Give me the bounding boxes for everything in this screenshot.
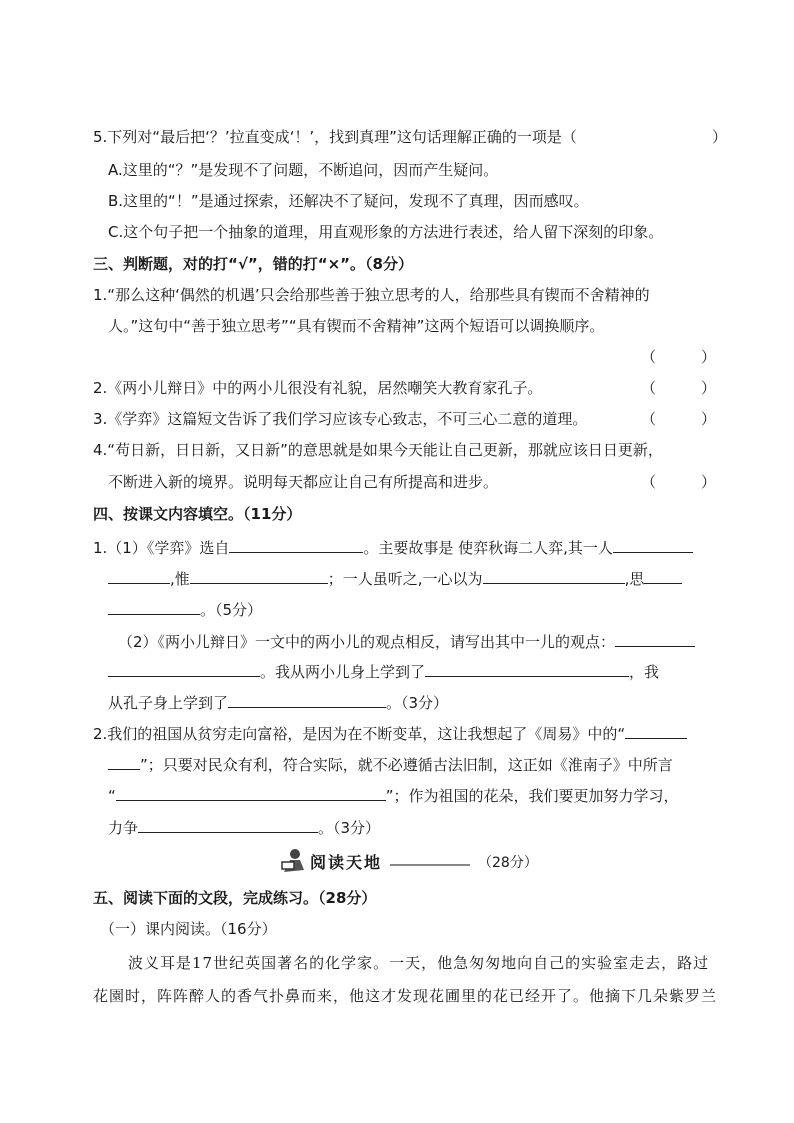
q5-option-a: A.这里的“？”是发现不了问题，不断追问，因而产生疑问。 <box>108 161 499 179</box>
fill-blank[interactable] <box>108 753 140 770</box>
sec4-q1-line4 <box>118 630 695 652</box>
sec4-q1-line3 <box>108 598 262 620</box>
sec4-q2-line4 <box>108 816 380 838</box>
sec4-q2-line3 <box>108 784 679 806</box>
q5-paren-close: ） <box>712 128 728 146</box>
sec3-q3-answer-paren[interactable]: （ ） <box>641 410 717 428</box>
sec3-q1-answer-paren[interactable]: （ ） <box>641 348 717 366</box>
sec4-q2-line2 <box>108 753 673 775</box>
fill-blank[interactable] <box>116 784 386 801</box>
sec3-q2-answer-paren[interactable]: （ ） <box>641 379 717 397</box>
sec4-q1-confucius: 从孔子身上学到了 <box>108 694 229 712</box>
sec4-q1-story: 。主要故事是 使弈秋诲二人弈,其一人 <box>363 539 613 557</box>
q5-option-c: C.这个句子把一个抽象的道理，用直观形象的方法进行表述，给人留下深刻的印象。 <box>108 223 664 241</box>
sec4-q1-line5 <box>108 660 659 682</box>
sec4-q1-wo: ，我 <box>629 663 660 681</box>
sec3-q4-line2: 不断进入新的境界。说明每天都应让自己有所提高和进步。 <box>108 473 499 491</box>
fill-blank[interactable] <box>108 660 260 677</box>
q5-stem: 5.下列对“最后把‘？’拉直变成‘！’，找到真理”这句话理解正确的一项是（ <box>93 128 577 146</box>
banner-rule <box>390 864 470 866</box>
fill-blank[interactable] <box>613 536 693 553</box>
sec3-q1-line2: 人。”这句中“善于独立思考”“具有锲而不舍精神”这两个短语可以调换顺序。 <box>108 317 605 335</box>
sec4-q1-wei: ,惟 <box>170 570 190 588</box>
section5-title: 五、阅读下面的文段，完成练习。（28分） <box>93 889 377 907</box>
sec3-q4-line1: 4.“苟日新，日日新，又日新”的意思就是如果今天能让自己更新，那就应该日日更新， <box>93 441 663 459</box>
sec3-q1-line1: 1.“那么这种‘偶然的机遇’只会给那些善于独立思考的人，给那些具有锲而不舍精神的 <box>93 286 650 304</box>
section4-title: 四、按课文内容填空。（11分） <box>93 505 302 523</box>
sec3-q2: 2.《两小儿辩日》中的两小儿很没有礼貌，居然嘲笑大教育家孔子。 <box>93 379 543 397</box>
sec4-q2-strive: 力争 <box>108 819 139 837</box>
sec4-q1-line1 <box>93 536 693 558</box>
sec3-q3: 3.《学弈》这篇短文告诉了我们学习应该专心致志，不可三心二意的道理。 <box>93 410 588 428</box>
sec4-q1-part2: （2）《两小儿辩日》一文中的两小儿的观点相反，请写出其中一儿的观点： <box>118 633 616 651</box>
sec4-q2-huainanzi: ”；只要对民众有利，符合实际，就不必遵循古法旧制，这正如《淮南子》中所言 <box>140 756 673 774</box>
sec4-q1-learned: 。我从两小儿身上学到了 <box>260 663 426 681</box>
fill-blank[interactable] <box>229 536 363 553</box>
reading-person-icon <box>278 848 308 874</box>
sec4-q2-line1 <box>93 722 687 744</box>
fill-blank[interactable] <box>108 567 170 584</box>
fill-blank[interactable] <box>108 598 200 615</box>
sec4-q1-si: ,思 <box>624 570 645 588</box>
fill-blank[interactable] <box>483 567 625 584</box>
reading-passage-line1: 波义耳是17世纪英国著名的化学家。一天，他急匆匆地向自己的实验室走去，路过 <box>128 954 710 972</box>
sec4-q2-quote-open: “ <box>108 787 116 805</box>
fill-blank[interactable] <box>644 567 682 584</box>
sec4-q1-line2 <box>108 567 682 589</box>
reading-passage-line2: 花園时，阵阵醉人的香气扑鼻而来，他这才发现花圃里的花已经开了。他摘下几朵紫罗兰 <box>93 987 718 1005</box>
fill-blank[interactable] <box>615 630 695 647</box>
sec3-q4-answer-paren[interactable]: （ ） <box>641 473 717 491</box>
sec4-q2-flowers: ”；作为祖国的花朵，我们要更加努力学习， <box>385 787 679 805</box>
fill-blank[interactable] <box>228 691 386 708</box>
q5-option-b: B.这里的“！”是通过探索，还解决不了疑问，发现不了真理，因而感叹。 <box>108 192 589 210</box>
sec4-q1-intro: 1.（1）《学弈》选自 <box>93 539 230 557</box>
fill-blank[interactable] <box>625 722 687 739</box>
sec4-q2-score: 。（3分） <box>318 819 381 837</box>
banner-title: 阅读天地 <box>310 853 383 872</box>
reading-section-banner <box>278 848 538 876</box>
sec4-q1-score: 。（5分） <box>200 601 263 619</box>
fill-blank[interactable] <box>190 567 328 584</box>
sec4-q2-intro: 2.我们的祖国从贫穷走向富裕，是因为在不断变革，这让我想起了《周易》中的“ <box>93 725 626 743</box>
fill-blank[interactable] <box>425 660 629 677</box>
sec4-q1-one: ；一人虽听之,一心以为 <box>327 570 483 588</box>
sec5-subsection: （一）课内阅读。（16分） <box>100 920 277 938</box>
sec4-q1-line6 <box>108 691 448 713</box>
section3-title: 三、判断题，对的打“√”，错的打“×”。（8分） <box>93 255 413 273</box>
fill-blank[interactable] <box>138 816 318 833</box>
banner-score: （28分） <box>478 855 538 871</box>
sec4-q1-score2: 。（3分） <box>386 694 449 712</box>
